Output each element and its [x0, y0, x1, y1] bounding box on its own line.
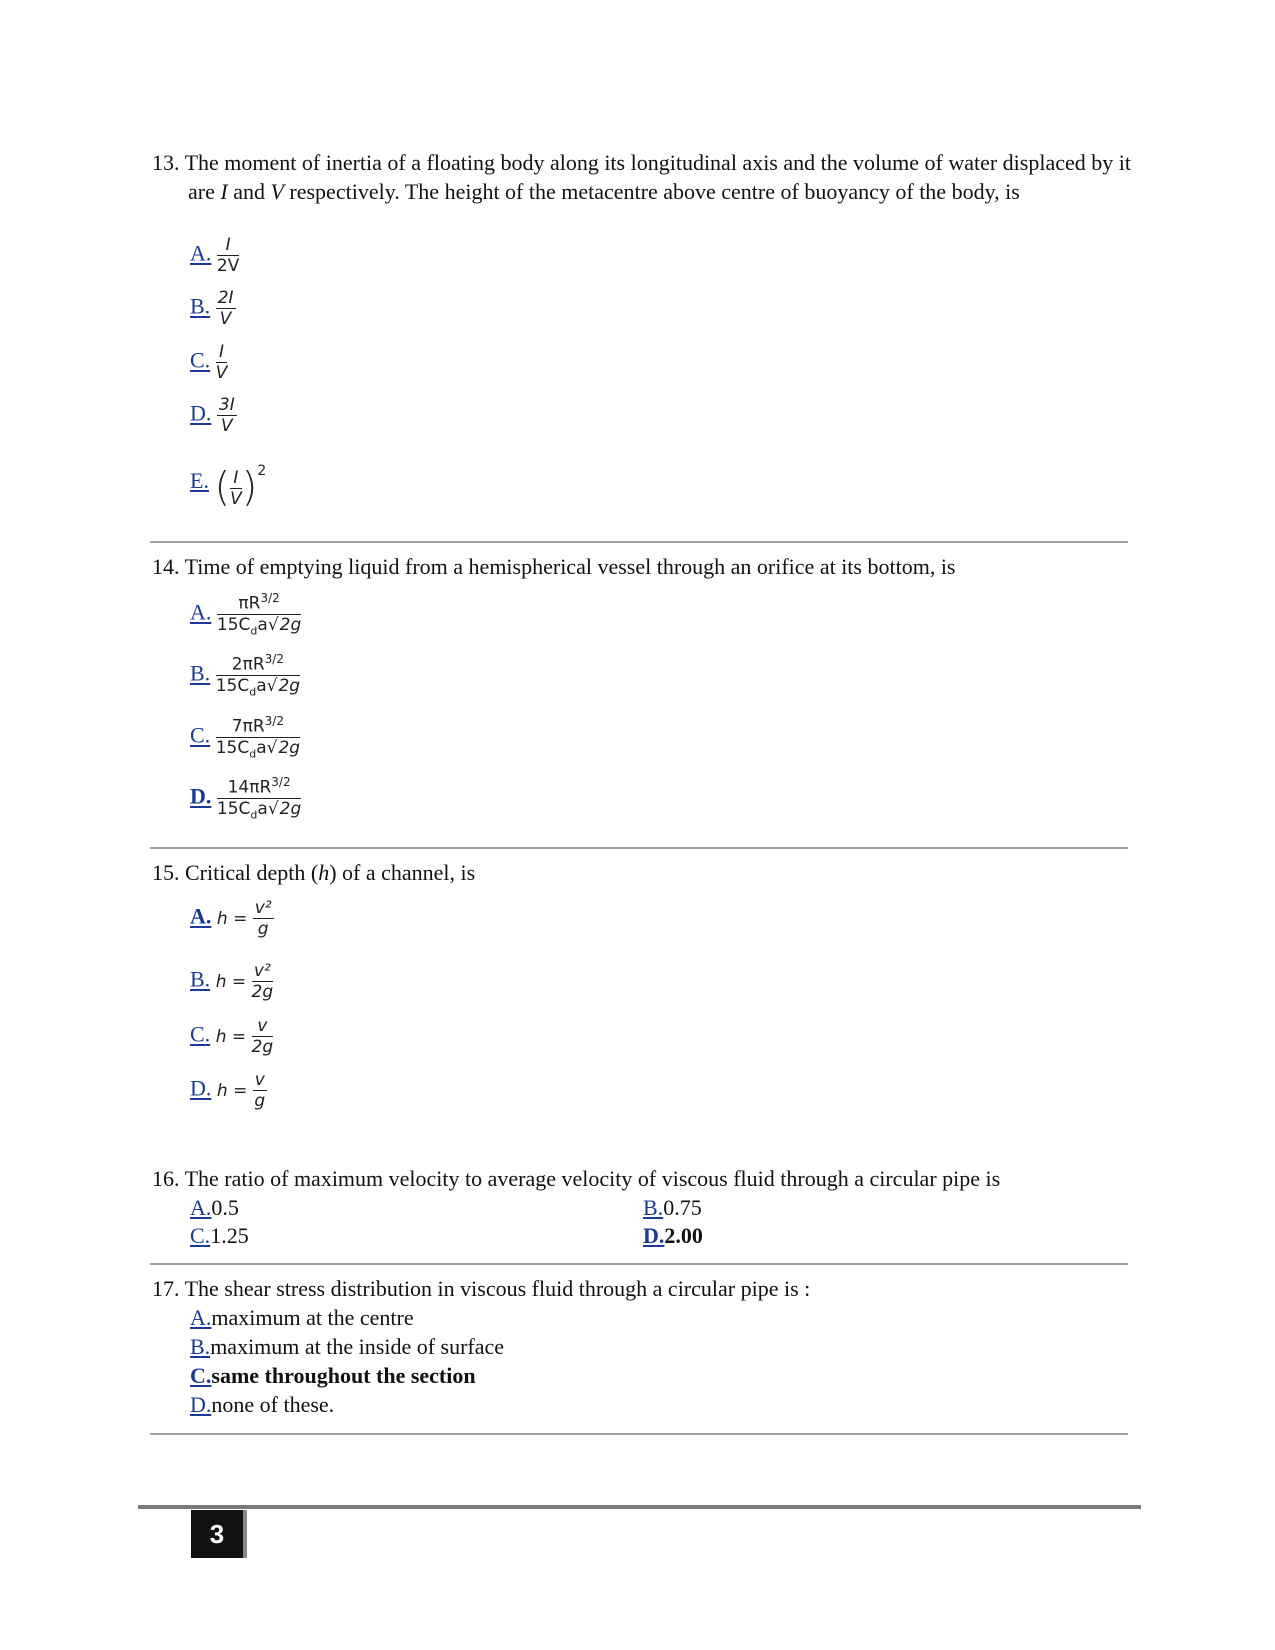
q13-option-b[interactable] — [190, 288, 236, 329]
q17-option-c[interactable]: C.same throughout the section — [190, 1363, 476, 1388]
q16-option-c[interactable]: C.1.25 — [190, 1223, 249, 1248]
question-16-text: 16. The ratio of maximum velocity to average velocity of viscous fluid through a circular pipe is — [152, 1166, 1001, 1191]
separator — [150, 1263, 1128, 1265]
question-16 — [152, 1164, 1132, 1193]
q15-option-c-expression: h = $\frac{v}{2g}$ — [215, 1016, 274, 1057]
q16-option-b[interactable]: B.0.75 — [643, 1195, 702, 1220]
q14-option-d-fraction: $\frac{14\pi R^{3/2}}{15C_da√2g}$ — [217, 772, 301, 825]
q13-option-a[interactable] — [190, 235, 239, 276]
q13-option-d-fraction: $\frac{3I}{V}$ — [218, 395, 235, 436]
q14-option-b-label[interactable]: B. — [190, 660, 211, 686]
q15-option-b-expression: h = $\frac{\text{v²}}{2g}$ — [215, 961, 274, 1002]
q15-option-d[interactable] — [190, 1070, 267, 1111]
q14-option-c-fraction: $\frac{7\pi R^{3/2}}{15C_da√2g}$ — [216, 711, 300, 764]
q15-option-c[interactable] — [190, 1016, 273, 1057]
q13-option-e-label[interactable]: E. — [190, 467, 209, 493]
q14-option-b[interactable] — [190, 649, 300, 702]
q15-option-b[interactable] — [190, 961, 273, 1002]
q15-option-a-expression: h = $\frac{\text{v²}}{g}$ — [216, 898, 272, 939]
q14-option-d-label[interactable]: D. — [190, 783, 212, 809]
q17-option-d[interactable]: D.none of these. — [190, 1392, 335, 1417]
question-17-text: 17. The shear stress distribution in viscous fluid through a circular pipe is : — [152, 1276, 811, 1301]
q16-option-a-label[interactable]: A. — [190, 1195, 212, 1220]
q14-option-a-fraction: $\frac{\pi R^{3/2}}{15C_da√2g}$ — [217, 588, 301, 641]
q16-option-d[interactable]: D.2.00 — [643, 1223, 703, 1248]
q15-option-c-label[interactable]: C. — [190, 1021, 211, 1047]
question-15-text: 15. Critical depth (h) of a channel, is — [152, 860, 476, 885]
q15-option-a-label[interactable]: A. — [190, 903, 212, 929]
q15-option-b-label[interactable]: B. — [190, 966, 211, 992]
q13-option-d[interactable] — [190, 395, 237, 436]
footer-rule — [138, 1505, 1141, 1509]
separator — [150, 541, 1128, 543]
q16-option-d-label[interactable]: D. — [643, 1223, 665, 1248]
q17-option-a-label[interactable]: A. — [190, 1305, 212, 1330]
q14-option-c[interactable] — [190, 711, 300, 764]
q13-option-c[interactable] — [190, 342, 227, 383]
q13-option-c-fraction: $\frac{I}{V}$ — [215, 342, 228, 383]
q14-option-b-fraction: $\frac{2\pi R^{3/2}}{15C_da√2g}$ — [216, 649, 300, 702]
q13-option-d-label[interactable]: D. — [190, 400, 212, 426]
question-13-text: 13. The moment of inertia of a floating body along its longitudinal axis and the volume of water displaced by it are I and V respectively. The height of the metacentre above centre of buoyancy of the body, is — [152, 150, 1131, 204]
q14-option-a[interactable] — [190, 588, 301, 641]
q14-option-a-label[interactable]: A. — [190, 599, 212, 625]
q17-option-b-label[interactable]: B. — [190, 1334, 211, 1359]
question-14-text: 14. Time of emptying liquid from a hemispherical vessel through an orifice at its bottom, is — [152, 554, 956, 579]
q13-option-b-label[interactable]: B. — [190, 293, 211, 319]
q17-option-a[interactable]: A.maximum at the centre — [190, 1305, 414, 1330]
q13-option-a-label[interactable]: A. — [190, 240, 212, 266]
q16-option-a[interactable]: A.0.5 — [190, 1195, 239, 1220]
q15-option-a[interactable] — [190, 898, 274, 939]
q13-option-c-label[interactable]: C. — [190, 347, 211, 373]
q17-option-c-label[interactable]: C. — [190, 1363, 212, 1388]
q14-option-c-label[interactable]: C. — [190, 722, 211, 748]
q13-option-b-fraction: $\frac{2I}{V}$ — [217, 288, 234, 329]
separator — [150, 1433, 1128, 1435]
q15-option-d-expression: h = $\frac{v}{g}$ — [216, 1070, 266, 1111]
q16-option-c-label[interactable]: C. — [190, 1223, 211, 1248]
question-15 — [152, 858, 1132, 887]
separator — [150, 847, 1128, 849]
q13-option-a-fraction: $\frac{I}{2V}$ — [216, 235, 240, 276]
q13-option-e-expression: ( $\frac{I}{V}$ )$^2$ — [214, 463, 267, 511]
question-17 — [152, 1274, 1132, 1303]
q15-option-d-label[interactable]: D. — [190, 1075, 212, 1101]
q17-option-d-label[interactable]: D. — [190, 1392, 212, 1417]
question-14 — [152, 552, 1132, 581]
q14-option-d[interactable] — [190, 772, 301, 825]
question-13 — [152, 148, 1132, 206]
page-number-shadow — [243, 1510, 247, 1558]
page-number: 3 — [191, 1510, 243, 1558]
q13-option-e[interactable] — [190, 457, 266, 509]
q16-option-b-label[interactable]: B. — [643, 1195, 664, 1220]
q17-option-b[interactable]: B.maximum at the inside of surface — [190, 1334, 505, 1359]
